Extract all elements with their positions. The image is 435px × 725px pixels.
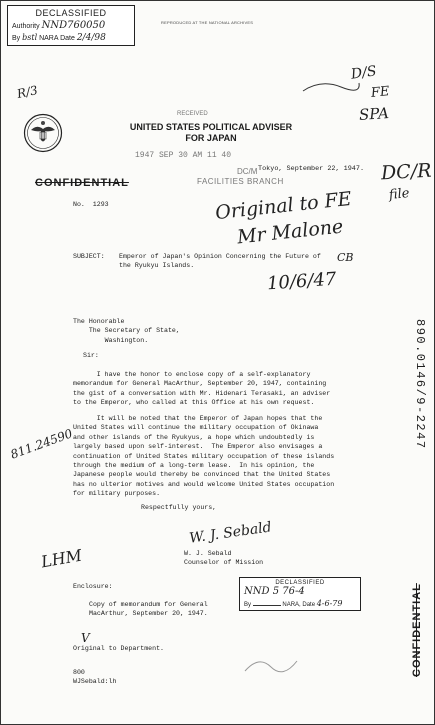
body-paragraph-1: I have the honor to enclose copy of a self-explanatory memorandum for General MacArthur, September 20, 1947, containing the gist of a conversation with Mr. Hidenari Terasaki, an adviser to the Emperor, who called at this Office at his own request. [73,371,331,407]
handwritten-file-reference: 811.24590 [8,426,75,462]
subject-text: Emperor of Japan's Opinion Concerning the Future of the Ryukyu Islands. [119,253,321,270]
declassified-stamp [7,5,135,46]
declassified-bottom-by-blank [253,605,281,606]
signer-title: Counselor of Mission [184,559,264,566]
handwritten-initials: LHM [39,545,84,572]
addressee-block: The Honorable The Secretary of State, Washington. [73,318,180,344]
handwritten-dcr: DC/R [380,159,433,185]
by-label: By [12,35,21,42]
subject-label: SUBJECT: [73,253,105,260]
declassified-bottom-nara-label: NARA, Date [282,602,316,608]
received-stamp-office: DC/M [237,167,258,176]
received-stamp-datetime: 1947 SEP 30 AM 11 40 [135,151,232,160]
declassified-stamp-bottom-title: DECLASSIFIED [275,580,325,586]
distribution-line: Original to Department. [73,645,165,652]
handwritten-left-note: R/3 [15,82,39,102]
body-paragraph-2: It will be noted that the Emperor of Japan hopes that the United States will continue the military occupation of Okinawa and other islands of the Ryukyus, a hope which undoubtedly is largely based upon self-interest. The Emperor also envisages a continuation of United States military occupation of these islands through the medium of a long-term lease. In his opinion, the Japanese people would thereby be convinced that the United States has no ulterior motives and would welcome United States occupation for military purposes. [73,415,335,498]
scribble-mark-bottom-icon [241,651,301,681]
received-stamp-label: RECEIVED [177,111,208,117]
check-mark-icon: V [81,631,90,645]
archives-note: REPRODUCED AT THE NATIONAL ARCHIVES [161,20,254,25]
by-value: bstl [22,33,38,42]
salutation: Sir: [83,352,99,359]
declassified-bottom-by-line [244,599,356,608]
declassified-bottom-by-label: By [244,602,252,608]
handwritten-mr-malone: Mr Malone [236,215,345,249]
handwritten-cb: CB [337,251,354,264]
handwritten-original-to-fe: Original to FE [214,187,353,225]
declassified-bottom-nara-value: 4-6-79 [316,599,343,608]
handwritten-ds: D/S [350,63,378,83]
signer-name: W. J. Sebald [184,550,232,557]
received-stamp-branch: FACILITIES BRANCH [197,177,284,186]
handwritten-date: 10/6/47 [266,268,338,295]
margin-file-number: 890.0146/9-2247 [413,319,427,450]
dispatch-number: No. 1293 [73,201,109,208]
enclosure-item: Copy of memorandum for General MacArthur, September 20, 1947. [89,601,208,618]
reference-initials: WJSebald:lh [73,678,117,685]
closing: Respectfully yours, [141,504,217,511]
handwritten-spa: SPA [358,103,390,125]
file-code: 800 [73,669,85,676]
letterhead-line1: UNITED STATES POLITICAL ADVISER [129,122,293,132]
scribble-mark-icon [301,77,361,97]
eagle-seal-icon [23,113,63,153]
handwritten-file: file [388,185,411,204]
authority-value: NND760050 [41,20,106,31]
date-line: Tokyo, September 22, 1947. [258,165,365,173]
classification-stamp: CONFIDENTIAL [35,177,129,189]
nara-date-value: 2/4/98 [76,33,106,43]
declassified-stamp-bottom [239,577,361,611]
declassified-bottom-authority: NND 5 76-4 [244,586,305,597]
by-line [12,33,130,43]
letterhead-line2: FOR JAPAN [185,133,237,143]
declassified-stamp-title: DECLASSIFIED [35,8,107,18]
signature: W. J. Sebald [188,519,273,547]
nara-date-label: NARA Date [39,35,75,42]
handwritten-fe: FE [370,84,391,101]
enclosure-label: Enclosure: [73,583,113,590]
authority-line [12,20,130,31]
side-confidential-stamp: CONFIDENTIAL [411,583,423,677]
authority-label: Authority [12,23,40,30]
